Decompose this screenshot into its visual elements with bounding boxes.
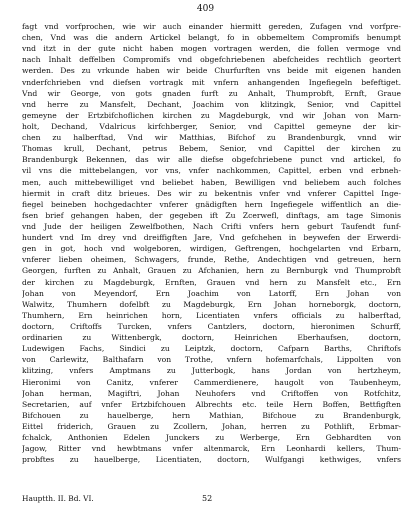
text-line: ordinarien zu Wittenbergk, doctorn, Heinrichen Eberhaufsen, doctorn, bbox=[22, 333, 401, 343]
signature-mark: Hauptth. II. Bd. VI. bbox=[22, 494, 94, 503]
text-line: vnferer lieben oheimen, Schwagers, frunde, Rethe, Andechtigen vnd getreuen, hern bbox=[22, 255, 401, 265]
text-line: Ludewigen Fachs, Sindici zu Leiptzk, doctorn, Cafparn Barths, Chriftofs bbox=[22, 344, 401, 354]
text-line: vnd herre zu Mansfelt, Dechant, Joachim von klitzingk, Senior, vnd Capittel bbox=[22, 99, 401, 109]
text-line: Walwitz, Thumhern dofelbft zu Magdeburgk, Ern Johan horneborgk, doctorn, bbox=[22, 299, 401, 309]
text-line: holt, Dechand, Vdalricus kirfchberger, Senior, vnd Capittel gemeyne der kir- bbox=[22, 121, 401, 131]
text-line: nach Inhalt deffelben Compromifs vnd obgefchriebenen abefcheides rechtlich geortert bbox=[22, 55, 401, 65]
text-line: werden. Des zu vrkunde haben wir beide Churfurften vns beide mit eigenen handen bbox=[22, 66, 401, 76]
text-line: Vnd wir George, von gots gnaden furft zu Anhalt, Thumprobft, Ernft, Graue bbox=[22, 88, 401, 98]
text-line: doctorn, Criftoffs Turcken, vnfers Cantzlers, doctorn, hieronimen Schurff, bbox=[22, 321, 401, 331]
text-line: der kirchen zu Magdeburgk, Ernften, Grauen vnd hern zu Mansfelt etc., Ern bbox=[22, 277, 401, 287]
text-line: fchalck, Anthonien Edelen Junckers zu Werberge, Ern Gebhardten von bbox=[22, 433, 401, 443]
text-line: vnderfchrieben vnd diefsen vortragk mit vnfern anhangenden Ingefiegeln befeftiget. bbox=[22, 77, 401, 87]
text-line: fiegel beineben hochgedachter vnferer gnädigften hern Ingefiegele wiffentlich an die- bbox=[22, 199, 401, 209]
text-line: Eittel friderich, Grauen zu Zcollern, Johan, herren zu Pothlift, Erbmar- bbox=[22, 421, 401, 431]
body-text bbox=[22, 21, 401, 476]
text-line: Hieronimi von Canitz, vnferer Cammerdienere, haugolt von Taubenheym, bbox=[22, 377, 401, 387]
text-line: gen in got, hoch vnd wolgeboren, wirdigen, Geftrengen, hochgelarten vnd Erbarn, bbox=[22, 244, 401, 254]
text-line: chen zu halberftad, Vnd wir Matthias, Bifchof zu Brandenburgk, vnnd wir bbox=[22, 133, 401, 143]
text-line: von Carlewitz, Balthafarn von Trothe, vnfern hofemarfchals, Lippolten von bbox=[22, 355, 401, 365]
text-line: Johan von Meyendorf, Ern Joachim von Latorff, Ern Johan von bbox=[22, 288, 401, 298]
text-line bbox=[22, 465, 401, 476]
text-line: vnd itzt in der gute nicht haben mogen vortragen werden, die follen vermoge vnd bbox=[22, 44, 401, 54]
text-line: hiermit in craft ditz brieues. Des wir zu bekentnis vnfer vnd vnferer Capittel Inge- bbox=[22, 188, 401, 198]
text-line: Thomas krull, Dechant, petrus Bebem, Senior, vnd Capittel der kirchen zu bbox=[22, 144, 401, 154]
text-line: hundert vnd Im drey vnd dreiffigften Jare, Vnd gefchehen in beywefen der Erwerdi- bbox=[22, 233, 401, 243]
text-line: Jagow, Ritter vnd hewbtmans vnfer altenmarck, Ern Leonhardi kellers, Thum- bbox=[22, 444, 401, 454]
sheet-number: 52 bbox=[202, 494, 213, 503]
text-line: fagt vnd vorfprochen, wie wir auch einander hiermitt gereden, Zufagen vnd vorfpre- bbox=[22, 22, 401, 31]
page-number: 409 bbox=[196, 4, 215, 14]
text-line: Georgen, furften zu Anhalt, Grauen zu Afchanien, hern zu Bernburgk vnd Thumprobft bbox=[22, 266, 401, 276]
text-line: Johan herman, Magiftri, Johan Neuhofers vnd Criftoffen von Rotfchitz, bbox=[22, 388, 401, 398]
text-line: klitzing, vnfers Amptmans zu Jutterbogk, hans Jordan von hertzheym, bbox=[22, 366, 401, 376]
text-line: Secretarien, auf vnfer Ertzbifchouen Albrechts etc. teile Hern Boffen, Bettfigften bbox=[22, 399, 401, 409]
text-line: men, auch mittebewilliget vnd beliebet haben, Bewilligen vnd beliebem auch folches bbox=[22, 177, 401, 187]
text-line: vnd Jude der heiligen Zewelfbothen, Nach Crifti vnfers hern geburt Taufendt funf- bbox=[22, 221, 401, 231]
text-line: chen, Vnd was die andern Artickel belangt, fo in obbemeltem Compromifs benumpt bbox=[22, 33, 401, 43]
text-line: vil vns die mittebelangen, vor vns, vnfer nachkommen, Capittel, erben vnd erbneh- bbox=[22, 166, 401, 176]
text-line: probftes zu hauelberge, Licentiaten, doctorn, Wulfgangi kethwiges, vnfers bbox=[22, 455, 401, 465]
text-line: Thumhern, Ern heinrichen horn, Licentiaten vnfers officials zu halberftad, bbox=[22, 310, 401, 320]
text-line: Brandenburgk Bekennen, das wir alle diefse obgefchriebene punct vnd artickel, fo bbox=[22, 155, 401, 165]
text-line: Bifchouen zu hauelberge, hern Mathian, Bifchoue zu Brandenburgk, bbox=[22, 410, 401, 420]
text-line: fsen brief gehangen haben, der gegeben ift Zu Zcerwefl, dinftags, am tage Simonis bbox=[22, 210, 401, 220]
text-line: gemeyne der Ertzbifchoflichen kirchen zu Magdeburgk, vnd wir Johan von Marn- bbox=[22, 110, 401, 120]
